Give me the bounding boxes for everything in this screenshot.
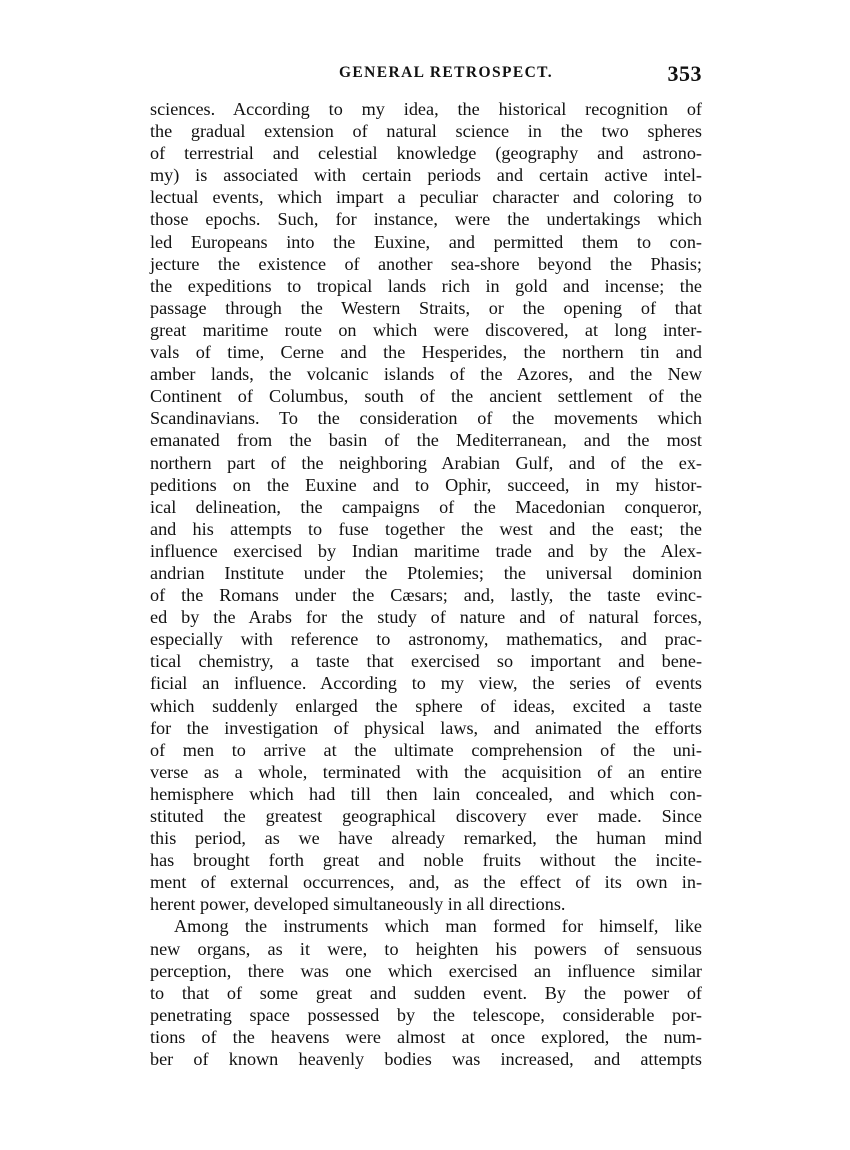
running-title: GENERAL RETROSPECT.: [338, 64, 554, 81]
text-line: lectual events, which impart a peculiar character and coloring to: [150, 187, 702, 208]
text-line: especially with reference to astronomy, mathematics, and prac-: [150, 629, 702, 650]
text-line: ed by the Arabs for the study of nature and of natural forces,: [150, 607, 702, 628]
paragraph: [150, 98, 702, 915]
text-line: great maritime route on which were discovered, at long inter-: [150, 319, 702, 340]
text-line: the gradual extension of natural science in the two spheres: [150, 121, 702, 142]
text-line: to that of some great and sudden event. By the power of: [150, 982, 702, 1003]
text-line: new organs, as it were, to heighten his powers of sensuous: [150, 938, 702, 959]
text-line: hemisphere which had till then lain concealed, and which con-: [150, 783, 702, 804]
text-line: amber lands, the volcanic islands of the Azores, and the New: [150, 364, 702, 385]
page-number: 353: [667, 61, 702, 86]
text-line: my) is associated with certain periods and certain active intel-: [150, 165, 702, 186]
text-line: andrian Institute under the Ptolemies; the universal dominion: [150, 562, 702, 583]
text-line: ical delineation, the campaigns of the Macedonian conqueror,: [150, 496, 702, 517]
text-line: perception, there was one which exercised an influence similar: [150, 960, 702, 981]
text-line: those epochs. Such, for instance, were the undertakings which: [150, 209, 702, 230]
text-line: has brought forth great and noble fruits without the incite-: [150, 850, 702, 871]
text-line: Among the instruments which man formed for himself, like: [174, 916, 702, 937]
text-line: penetrating space possessed by the telescope, considerable por-: [150, 1004, 702, 1025]
text-line: emanated from the basin of the Mediterranean, and the most: [150, 430, 702, 451]
body-text: [150, 98, 702, 1070]
text-line: the expeditions to tropical lands rich in gold and incense; the: [150, 275, 702, 296]
text-line: stituted the greatest geographical discovery ever made. Since: [150, 806, 702, 826]
text-line: for the investigation of physical laws, and animated the efforts: [150, 717, 702, 738]
text-line: passage through the Western Straits, or the opening of that: [150, 297, 702, 318]
running-head: [150, 61, 702, 94]
text-line: ficial an influence. According to my view, the series of events: [150, 673, 702, 694]
text-line: this period, as we have already remarked, the human mind: [150, 828, 702, 849]
text-line: tions of the heavens were almost at once explored, the num-: [150, 1026, 702, 1047]
text-line: vals of time, Cerne and the Hesperides, the northern tin and: [150, 342, 702, 363]
text-line: which suddenly enlarged the sphere of ideas, excited a taste: [150, 695, 702, 716]
text-line: influence exercised by Indian maritime trade and by the Alex-: [150, 540, 702, 561]
text-line: Scandinavians. To the consideration of the movements which: [150, 408, 702, 429]
paragraph: [150, 915, 702, 1070]
text-line: of terrestrial and celestial knowledge (geography and astrono-: [150, 143, 702, 164]
text-line: peditions on the Euxine and to Ophir, succeed, in my histor-: [150, 474, 702, 495]
text-line: of the Romans under the Cæsars; and, lastly, the taste evinc-: [150, 585, 702, 606]
text-line: led Europeans into the Euxine, and permitted them to con-: [150, 231, 702, 252]
text-line: Continent of Columbus, south of the ancient settlement of the: [150, 386, 702, 407]
text-line: ment of external occurrences, and, as the effect of its own in-: [150, 872, 702, 893]
text-line: herent power, developed simultaneously in all directions.: [150, 894, 566, 915]
text-line: ber of known heavenly bodies was increased, and attempts: [150, 1049, 702, 1070]
text-line: and his attempts to fuse together the west and the east; the: [150, 518, 702, 539]
text-line: northern part of the neighboring Arabian Gulf, and of the ex-: [150, 452, 702, 473]
text-line: of men to arrive at the ultimate comprehension of the uni-: [150, 739, 702, 760]
text-line: verse as a whole, terminated with the acquisition of an entire: [150, 761, 702, 782]
text-line: sciences. According to my idea, the historical recognition of: [150, 99, 702, 119]
text-line: jecture the existence of another sea-shore beyond the Phasis;: [150, 253, 702, 274]
text-line: tical chemistry, a taste that exercised so important and bene-: [150, 651, 702, 672]
